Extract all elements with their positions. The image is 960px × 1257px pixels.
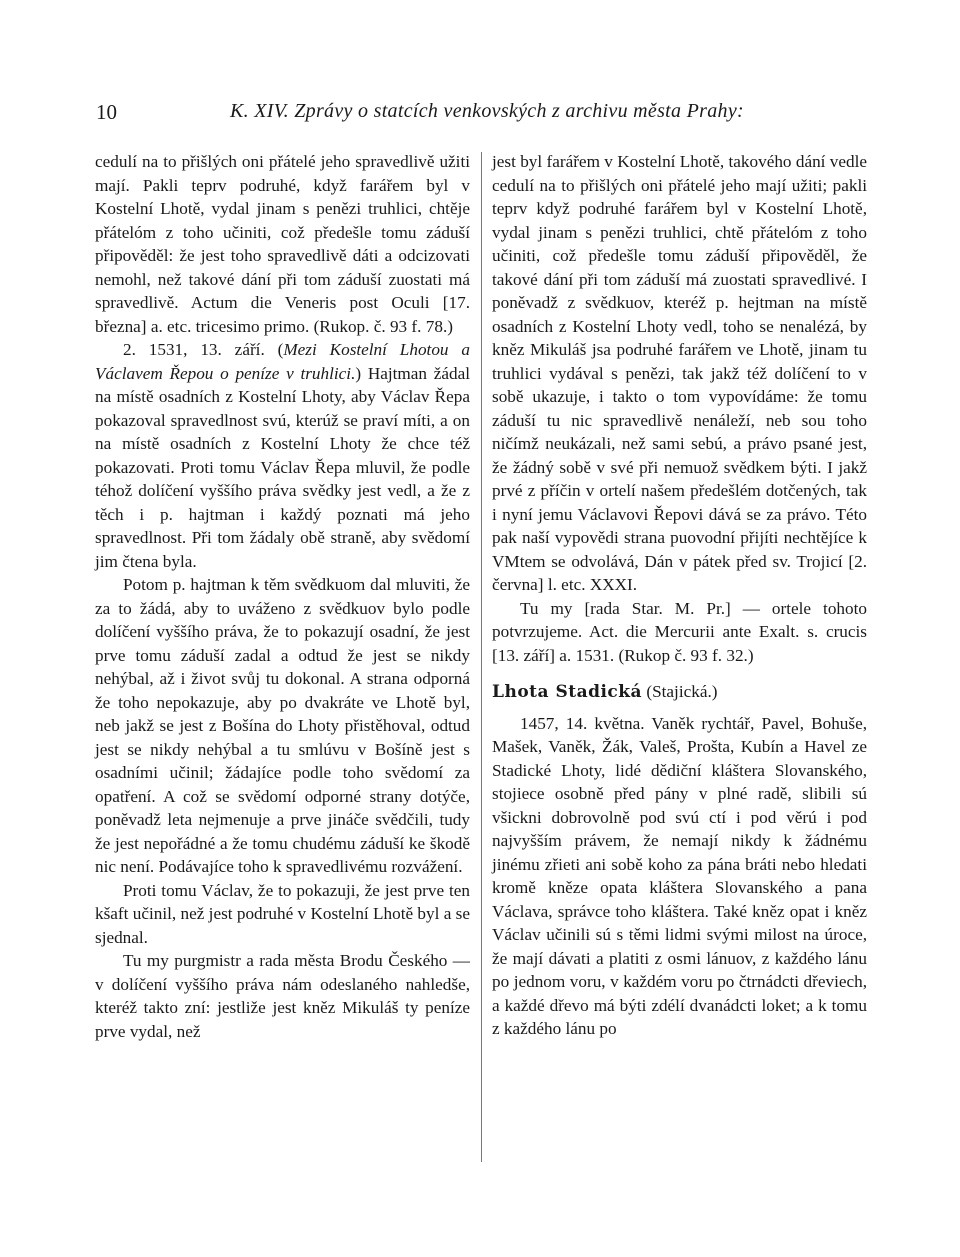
paragraph: Tu my purgmistr a rada města Brodu Českého — v dolíčení vyššího práva nám odeslaného nahledše, kteréž takto zní: jestliže jest kněz Mikuláš ty peníze prve vydal, než bbox=[95, 951, 470, 1041]
column-divider bbox=[481, 152, 482, 1162]
page-header bbox=[96, 100, 866, 130]
paragraph: Tu my [rada Star. M. Pr.] — ortele tohoto potvrzujeme. Act. die Mercurii ante Exalt. s. crucis [13. září] a. 1531. (Rukop č. 93 f. 32.) bbox=[492, 598, 867, 665]
left-column bbox=[95, 150, 470, 1043]
paragraph-case-heading bbox=[95, 338, 470, 573]
paragraph: 1457, 14. května. Vaněk rychtář, Pavel, Bohuše, Mašek, Vaněk, Žák, Valeš, Prošta, Kubín a Havel ze Stadické Lhoty, lidé dědiční kláštera Slovanského, stojiece osobně před pány v plné radě, slibili sú všickni dobrovolně pod svú ctí i pod věrú i pod najvyšším právem, že nemají nikdy k žádnému jinému zřieti ani sobě koho za pána bráti nebo hledati kromě kněze opata kláštera Slovanského a pana Václava, správce toho kláštera. Také kněz opat i kněz Václav učinili sú s těmi lidmi svými milost na úroce, že mají dávati a platiti z osmi lánuov, z každého lánu po jednom voru, v každém voru po čtrnádcti dřeviech, a každé dřevo má býti zdélí dvanádcti loket; a k tomu z každého lánu po bbox=[492, 713, 867, 1038]
paragraph: cedulí na to přišlých oni přátelé jeho spravedlivě užiti mají. Pakli teprv podruhé, když farářem byl v Kostelní Lhotě, vydal jinam s penězi truhlici, chtěje přátelóm z toho učiniti, což předešle tomu záduší připověděl: že jest toho spravedlivě dáti a odcizovati nemohl, než takové dání při tom záduší zuostati má spravedlivě. Actum die Veneris post Oculi [17. března] a. etc. tricesimo primo. (Rukop. č. 93 f. 78.) bbox=[95, 152, 470, 336]
case-text: ) Hajtman žádal na místě osadních z Kostelní Lhoty, aby Václav Řepa pokazoval spravedlnost svú, kterúž se praví míti, a on na místě osadních z Kostelní Lhoty že chce též pokazovati. Proti tomu Václav Řepa mluvil, že podle téhož dolíčení vyššího práva svědky jest vedl, a že z těch i p. hajtman i každý poznati má jeho spravedlnost. Při tom žádaly obě straně, aby svědomí jim čtena byla. bbox=[95, 363, 471, 571]
section-title: Lhota Stadická bbox=[492, 682, 643, 702]
page-number: 10 bbox=[96, 100, 117, 124]
case-date: 2. 1531, 13. září. ( bbox=[123, 340, 284, 359]
paragraph: Potom p. hajtman k těm svědkuom dal mluviti, že za to žádá, aby to uváženo z svědkuov bylo podle dolíčení vyššího práva, že to pokazují osadní, že jest prve tomu záduší zadal a odtud že jest se nikdy nehýbal, až i život svůj tu dokonal. A strana odporná že toho nepokazuje, aby po dvakráte ve Lhotě byl, neb jakž se jest z Bošína do Lhoty přistěhoval, odtud jest se nikdy nehýbal a tu smlúvu v Bošíně jest s osadními učinil; žádajíce podle toho svědomí za opatření. A což se svědomí odporné strany dotýče, poněvadž leta nejmenuje a prve jináče svědčili, tudy že jest nepořádné a že tomu chudému záduší ke škodě nic není. Podávajíce toho k spravedlivému rozvážení. bbox=[95, 575, 470, 876]
section-heading bbox=[492, 680, 867, 705]
right-column bbox=[492, 150, 867, 1041]
case-title: Mezi Kostelní Lhotou a Václavem Řepou o peníze v truhlici. bbox=[95, 340, 470, 383]
paragraph: jest byl farářem v Kostelní Lhotě, takového dání vedle cedulí na to přišlých oni přátelé jeho mají užiti; pakli teprv když podruhé farářem byl v Kostelní Lhotě, vydal jinam s penězi truhlici, chtě přátelóm z toho učiniti, což předešle tomu záduší připověděl, že takové dání při tom záduší má zuostati spravedlivé. I poněvadž z svědkuov, kteréž p. hejtman na místě osadních z Kostelní Lhoty vedl, toho se nenalézá, by kněz Mikuláš jsa podruhé farářem ve Lhotě, jinam tu truhlici vydával s penězi, tak jakž též dolíčení to v sobě ukazuje, i takto o tom vypovídáme: že tomu záduší tu nic spravedlivě nenáleží, neb sou toho ničímž neukázali, než sami sebú, a právo psané jest, že žádný sobě v své při nemuož svědkem býti. I jakž prvé z příčin v ortelí našem předešlém dotčených, tak i nyní jemu Václavovi Řepovi dává se za právo. Této pak naší vypovědi strana puovodní přijíti nechtějíce k VMtem se odvolává, Dán v pátek před sv. Trojicí [2. června] l. etc. XXXI. bbox=[492, 152, 867, 594]
running-title: K. XIV. Zprávy o statcích venkovských z archivu města Prahy: bbox=[230, 100, 744, 122]
section-subtitle: (Stajická.) bbox=[642, 682, 718, 701]
paragraph: Proti tomu Václav, že to pokazuji, že jest prve ten kšaft učinil, než jest podruhé v Kostelní Lhotě byl a se sjednal. bbox=[95, 880, 470, 947]
